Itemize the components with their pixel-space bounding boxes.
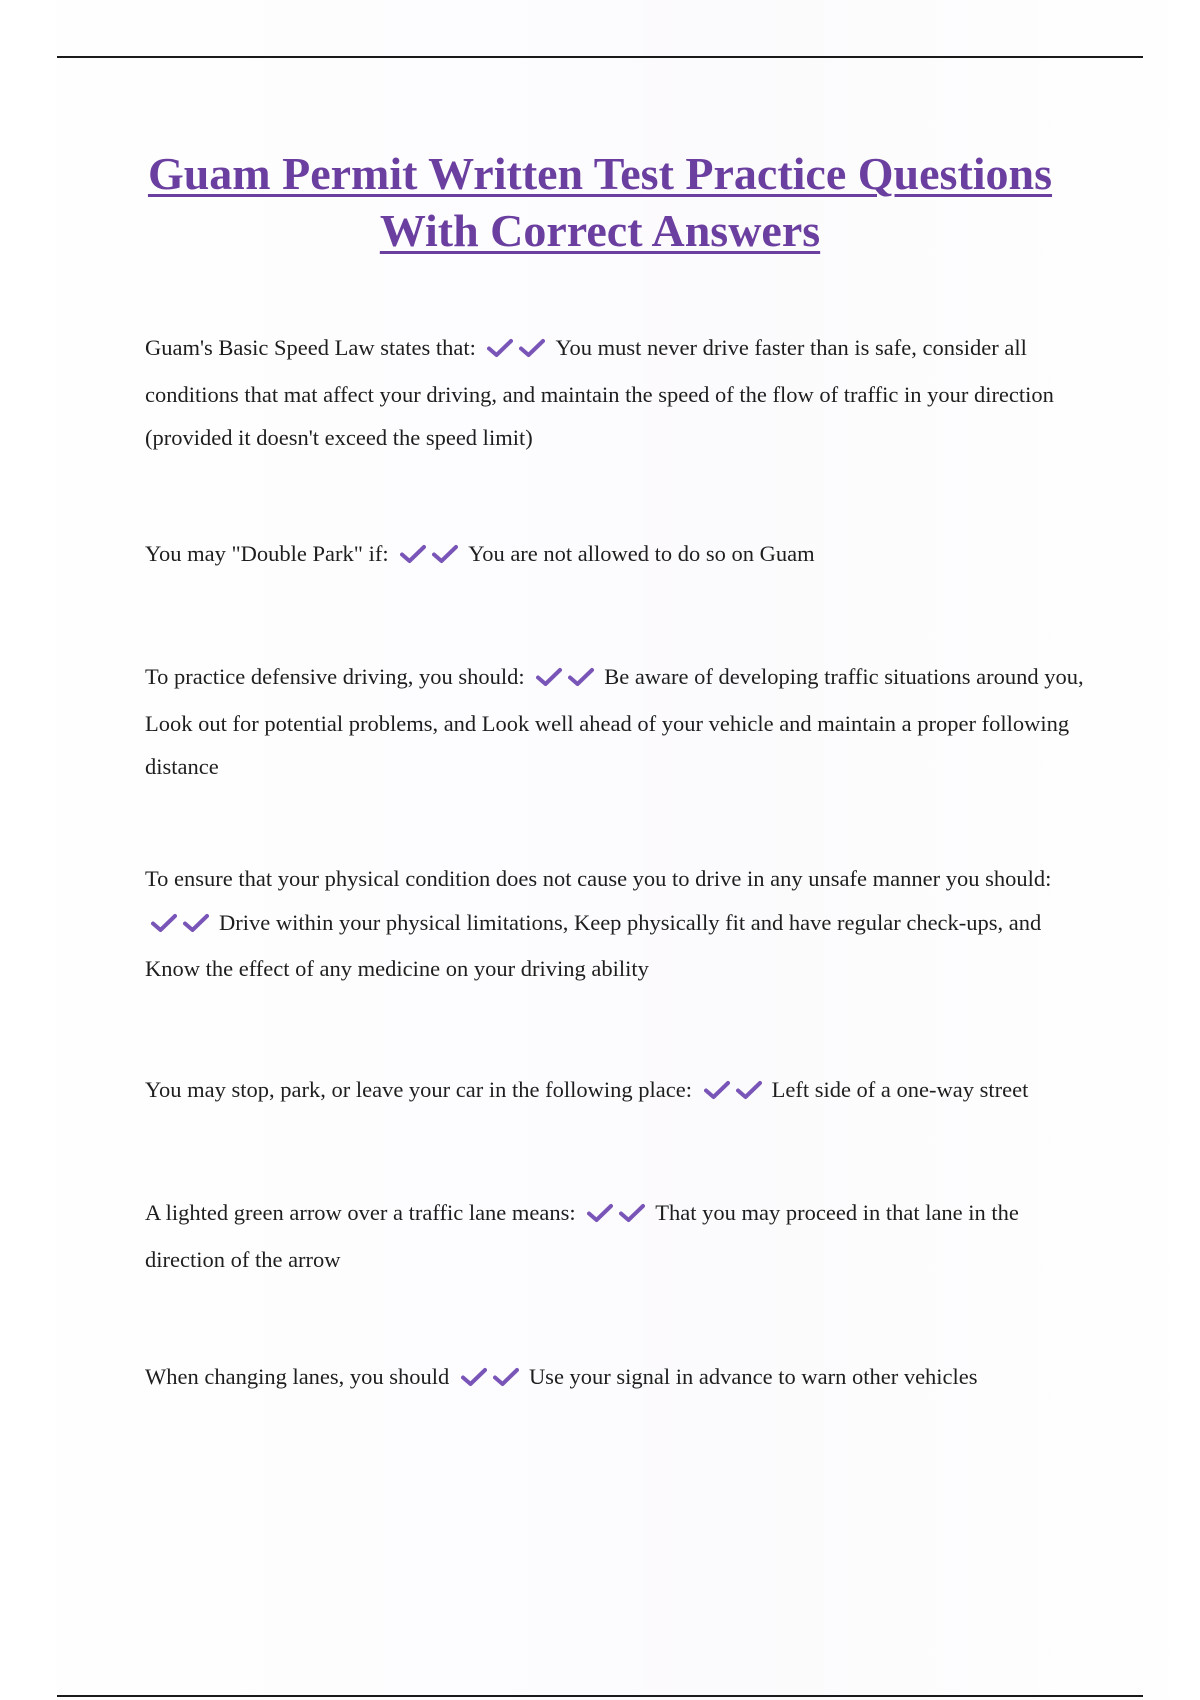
page-title: Guam Permit Written Test Practice Questions With Correct Answers [147,148,1053,256]
qa-item [145,1191,1090,1281]
answer-text: Drive within your physical limitations, Keep physically fit and have regular check-ups, and Know the effect of any medicine on your driving ability [145,909,1042,981]
answer-marker [487,329,551,373]
answer-text: Use your signal in advance to warn other vehicles [528,1364,978,1389]
answer-marker [536,658,600,702]
check-icon [493,1367,519,1387]
question-text: To practice defensive driving, you should: [145,664,525,689]
question-text: You may stop, park, or leave your car in the following place: [145,1077,692,1102]
qa-item [145,857,1090,991]
bottom-rule [57,1695,1143,1697]
answer-marker [461,1358,525,1402]
answer-text: You must never drive faster than is safe, consider all conditions that mat affect your driving, and maintain the speed of the flow of traffic in your direction (provided it doesn't exceed the speed limit) [145,335,1054,450]
qa-item [145,1068,1090,1115]
check-icon [736,1080,762,1100]
answer-marker [400,535,464,579]
check-icon [183,913,209,933]
question-text: To ensure that your physical condition does not cause you to drive in any unsafe manner you should: [145,866,1052,891]
check-icon [568,667,594,687]
answer-marker [587,1194,651,1238]
check-icon [536,667,562,687]
question-text: When changing lanes, you should [145,1364,450,1389]
check-icon [151,913,177,933]
question-text: A lighted green arrow over a traffic lane means: [145,1200,576,1225]
check-icon [587,1203,613,1223]
check-icon [461,1367,487,1387]
qa-item [145,326,1090,460]
question-text: You may "Double Park" if: [145,541,389,566]
check-icon [519,338,545,358]
question-text: Guam's Basic Speed Law states that: [145,335,476,360]
qa-item [145,532,1090,579]
answer-text: Be aware of developing traffic situations around you, Look out for potential problems, and Look well ahead of your vehicle and maintain a proper following distance [145,664,1084,779]
qa-item [145,1355,1090,1402]
answer-marker [151,904,215,948]
qa-item [145,655,1090,789]
answer-marker [704,1071,768,1115]
top-rule [57,56,1143,58]
check-icon [400,544,426,564]
answer-text: You are not allowed to do so on Guam [468,541,815,566]
check-icon [432,544,458,564]
check-icon [487,338,513,358]
check-icon [619,1203,645,1223]
check-icon [704,1080,730,1100]
answer-text: That you may proceed in that lane in the direction of the arrow [145,1200,1019,1272]
answer-text: Left side of a one-way street [771,1077,1029,1102]
